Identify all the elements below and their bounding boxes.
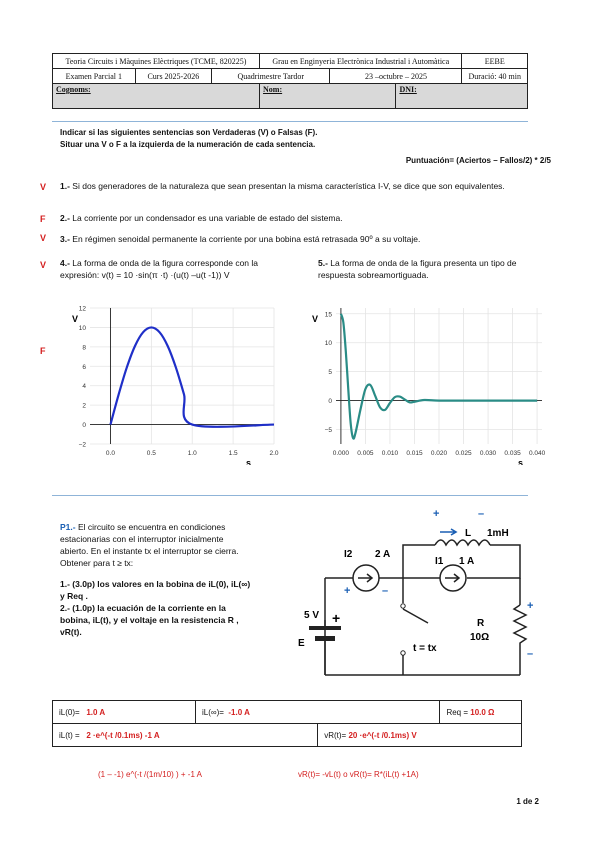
- x-tick-label: 2.0: [269, 450, 279, 457]
- svg-text:+: +: [332, 610, 341, 626]
- answer-mark-1[interactable]: V: [40, 182, 47, 192]
- x-tick-label: 0.5: [146, 450, 156, 457]
- surname-field[interactable]: Cognoms:: [53, 84, 260, 109]
- answer-mark-4[interactable]: V: [40, 260, 47, 270]
- source-value: 5 V: [304, 610, 320, 621]
- y-axis-label: V: [72, 314, 79, 324]
- current-arrow-icon: [440, 529, 456, 535]
- duration: Duració: 40 min: [462, 69, 528, 84]
- x-tick-label: 0.040: [528, 450, 546, 457]
- x-tick-label: 0.010: [381, 450, 399, 457]
- resistor-value: 10Ω: [470, 632, 490, 643]
- y-tick-label: 8: [82, 344, 86, 352]
- svg-text:–: –: [382, 585, 389, 597]
- y-tick-label: −2: [78, 441, 86, 449]
- solution-note-1: (1 – -1) e^(-t /(1m/10) ) + -1 A: [98, 770, 203, 779]
- page-number: 1 de 2: [516, 797, 539, 806]
- degree: Grau en Enginyeria Electrònica Industrial i Automàtica: [260, 54, 462, 69]
- plot-area: [90, 308, 274, 444]
- svg-text:–: –: [478, 508, 485, 520]
- x-tick-label: 0.000: [332, 450, 350, 457]
- y-tick-label: 10: [324, 340, 332, 348]
- inductor-value: 1mH: [487, 528, 509, 539]
- cell-il0[interactable]: iL(0)= 1.0 A: [53, 701, 196, 724]
- y-tick-label: 0: [328, 398, 332, 406]
- answer-table: [52, 700, 522, 747]
- switch-label: t = tx: [413, 643, 437, 654]
- i2-label: I2: [344, 549, 353, 560]
- term: Quadrimestre Tardor: [212, 69, 330, 84]
- svg-text:+: +: [344, 585, 351, 597]
- y-tick-label: 2: [82, 402, 86, 410]
- x-tick-label: 0.015: [406, 450, 423, 457]
- y-tick-label: 0: [82, 422, 86, 430]
- y-tick-label: 6: [82, 363, 86, 371]
- x-tick-label: 1.0: [187, 450, 197, 457]
- answer-mark-5[interactable]: F: [40, 346, 46, 356]
- y-tick-label: 10: [78, 324, 86, 332]
- x-tick-label: 0.020: [430, 450, 448, 457]
- y-tick-label: 4: [82, 383, 86, 391]
- divider: [52, 121, 528, 122]
- inductor-label: L: [465, 528, 472, 539]
- y-axis-label: V: [312, 314, 319, 324]
- cell-req[interactable]: Req = 10.0 Ω: [440, 701, 522, 724]
- question-5: 5.- La forma de onda de la figura presenta un tipo de respuesta sobreamortiguada.: [318, 258, 517, 280]
- battery-plate-short: [315, 636, 335, 641]
- x-tick-label: 0.035: [504, 450, 521, 457]
- answer-mark-3[interactable]: V: [40, 233, 47, 243]
- chart-damped-response: [300, 300, 552, 465]
- x-axis-label: s: [246, 458, 252, 465]
- exam-name: Examen Parcial 1: [53, 69, 136, 84]
- solution-note-2: vR(t)= -vL(t) o vR(t)= R*(iL(t) +1A): [298, 770, 419, 779]
- name-field[interactable]: Nom:: [260, 84, 396, 109]
- school: EEBE: [462, 54, 528, 69]
- course: Curs 2025-2026: [135, 69, 212, 84]
- resistor-label: R: [477, 618, 485, 629]
- svg-text:–: –: [527, 648, 534, 660]
- x-tick-label: 0.025: [455, 450, 472, 457]
- svg-text:+: +: [433, 508, 440, 520]
- y-tick-label: 12: [78, 305, 86, 313]
- y-tick-label: 15: [324, 311, 332, 319]
- inductor-symbol: [435, 540, 490, 545]
- score-formula: Puntuación= (Aciertos – Fallos/2) * 2/5: [405, 156, 551, 165]
- answer-mark-2[interactable]: F: [40, 214, 46, 224]
- x-tick-label: 0.005: [357, 450, 374, 457]
- divider: [52, 495, 528, 496]
- y-tick-label: 5: [328, 369, 332, 377]
- i1-value: 1 A: [459, 556, 475, 567]
- dni-field[interactable]: DNI:: [396, 84, 528, 109]
- x-tick-label: 0.0: [105, 450, 115, 457]
- exam-date: 23 –octubre – 2025: [330, 69, 462, 84]
- chart-sine-pulse: [62, 300, 284, 465]
- cell-ilt[interactable]: iL(t) = 2 ·e^(-t /0.1ms) -1 A: [53, 724, 318, 747]
- question-1: 1.- Si dos generadores de la naturaleza que sean presentan la misma característica I-V, se dice que son equivalentes.: [60, 181, 505, 191]
- subject: Teoria Circuits i Màquines Elèctriques (TCME, 820225): [53, 54, 260, 69]
- cell-ilinf[interactable]: iL(∞)= -1.0 A: [196, 701, 440, 724]
- x-tick-label: 1.5: [228, 450, 238, 457]
- instructions: Indicar si las siguientes sentencias son Verdaderas (V) o Falsas (F). Situar una V o F a la izquierda de la numeración de cada sentencia.: [60, 128, 318, 149]
- exam-header: [52, 53, 528, 109]
- question-2: 2.- La corriente por un condensador es una variable de estado del sistema.: [60, 213, 343, 223]
- x-tick-label: 0.030: [479, 450, 497, 457]
- i1-label: I1: [435, 556, 444, 567]
- question-4: 4.- La forma de onda de la figura corresponde con la expresión: v(t) = 10 ·sin(π ·t) ·(u(t) –u(t -1)) V: [60, 258, 259, 280]
- battery-plate-long: [309, 626, 341, 630]
- cell-vrt[interactable]: vR(t)= 20 ·e^(-t /0.1ms) V: [318, 724, 522, 747]
- question-3: 3.- En régimen senoidal permanente la corriente por una bobina está retrasada 90º a su voltaje.: [60, 234, 421, 244]
- svg-text:+: +: [527, 600, 534, 612]
- circuit-diagram: [295, 505, 545, 685]
- i2-value: 2 A: [375, 549, 391, 560]
- x-axis-label: s: [518, 458, 524, 465]
- problem-statement: P1.- El circuito se encuentra en condiciones estacionarias con el interruptor inicialmente abierto. En el instante tx el interruptor se cierra. Obtener para t ≥ tx: 1.- (3.0p) los valores en la bobina de iL(0), iL(∞) y Req . 2.- (1.0p) la ecuación de la corriente en la bobina, iL(t), y el voltaje en la resistencia R , vR(t).: [60, 522, 251, 637]
- y-tick-label: −5: [324, 427, 332, 435]
- source-label: E: [298, 638, 305, 649]
